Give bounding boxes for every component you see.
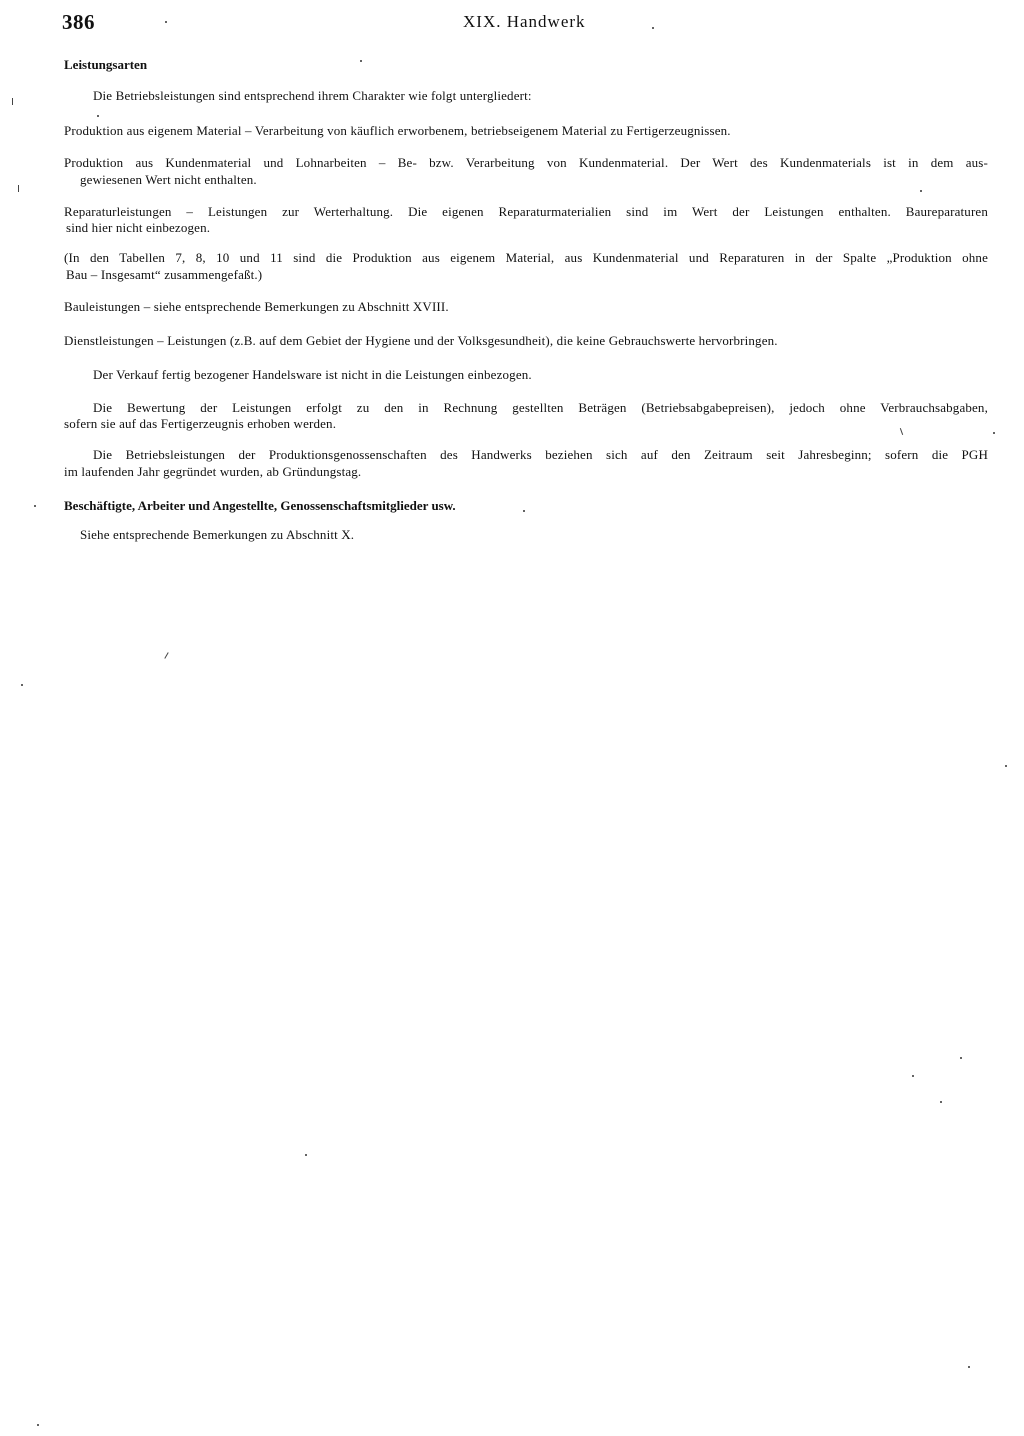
scan-speck bbox=[305, 1154, 307, 1156]
section-heading-leistungsarten: Leistungsarten bbox=[64, 57, 148, 72]
scan-speck bbox=[900, 428, 903, 435]
paragraph-tabellen-line-2: Bau – Insgesamt“ zusammengefaßt.) bbox=[66, 267, 263, 282]
paragraph-reparatur-line-2: sind hier nicht einbezogen. bbox=[66, 220, 211, 235]
paragraph-reparatur-line-1: Reparaturleistungen – Leistungen zur Werterhaltung. Die eigenen Reparaturmaterialien sind im Wert der Leistungen enthalten. Baureparaturen bbox=[64, 204, 988, 219]
section-heading-beschaeftigte: Beschäftigte, Arbeiter und Angestellte, Genossenschaftsmitglieder usw. bbox=[64, 498, 456, 513]
paragraph-dienstleistungen: Dienstleistungen – Leistungen (z.B. auf dem Gebiet der Hygiene und der Volksgesundheit), die keine Gebrauchswerte hervorbringen. bbox=[64, 333, 778, 348]
scan-speck bbox=[912, 1075, 914, 1077]
paragraph-bewertung-line-2: sofern sie auf das Fertigerzeugnis erhoben werden. bbox=[64, 416, 337, 431]
scan-speck bbox=[97, 115, 99, 117]
paragraph-pgh-line-1: Die Betriebsleistungen der Produktionsgenossenschaften des Handwerks beziehen sich auf den Zeitraum seit Jahresbeginn; sofern die PGH bbox=[93, 447, 988, 462]
scan-speck bbox=[652, 27, 654, 29]
scan-speck bbox=[993, 432, 995, 434]
scan-speck bbox=[940, 1101, 942, 1103]
scan-speck bbox=[34, 505, 36, 507]
scan-speck bbox=[164, 652, 168, 659]
paragraph-handelsware: Der Verkauf fertig bezogener Handelsware ist nicht in die Leistungen einbezogen. bbox=[93, 367, 532, 382]
running-head: XIX. Handwerk bbox=[463, 12, 586, 31]
paragraph-bewertung-line-1: Die Bewertung der Leistungen erfolgt zu den in Rechnung gestellten Beträgen (Betriebsabgabepreisen), jedoch ohne Verbrauchsabgaben, bbox=[93, 400, 988, 415]
scan-speck bbox=[165, 21, 167, 23]
paragraph-kundenmaterial-line-1: Produktion aus Kundenmaterial und Lohnarbeiten – Be- bzw. Verarbeitung von Kundenmaterial. Der Wert des Kundenmaterials ist in dem aus- bbox=[64, 155, 988, 170]
scan-speck bbox=[523, 510, 525, 512]
scan-speck bbox=[12, 98, 13, 105]
scan-speck bbox=[360, 60, 362, 62]
scan-speck bbox=[1005, 765, 1007, 767]
scan-speck bbox=[968, 1366, 970, 1368]
paragraph-eigenes-material: Produktion aus eigenem Material – Verarbeitung von käuflich erworbenem, betriebseigenem Material zu Fertigerzeugnissen. bbox=[64, 123, 731, 138]
paragraph-tabellen-line-1: (In den Tabellen 7, 8, 10 und 11 sind die Produktion aus eigenem Material, aus Kundenmaterial und Reparaturen in der Spalte „Produktion ohne bbox=[64, 250, 988, 265]
scan-speck bbox=[18, 185, 19, 192]
scan-speck bbox=[920, 190, 922, 192]
paragraph-siehe-abschnitt-x: Siehe entsprechende Bemerkungen zu Abschnitt X. bbox=[80, 527, 355, 542]
page-number: 386 bbox=[62, 10, 95, 34]
scan-speck bbox=[960, 1057, 962, 1059]
scan-speck bbox=[21, 684, 23, 686]
paragraph-bauleistungen: Bauleistungen – siehe entsprechende Bemerkungen zu Abschnitt XVIII. bbox=[64, 299, 449, 314]
paragraph-pgh-line-2: im laufenden Jahr gegründet wurden, ab Gründungstag. bbox=[64, 464, 362, 479]
paragraph-kundenmaterial-line-2: gewiesenen Wert nicht enthalten. bbox=[80, 172, 257, 187]
intro-paragraph: Die Betriebsleistungen sind entsprechend ihrem Charakter wie folgt untergliedert: bbox=[93, 88, 532, 103]
scan-speck bbox=[37, 1424, 39, 1426]
